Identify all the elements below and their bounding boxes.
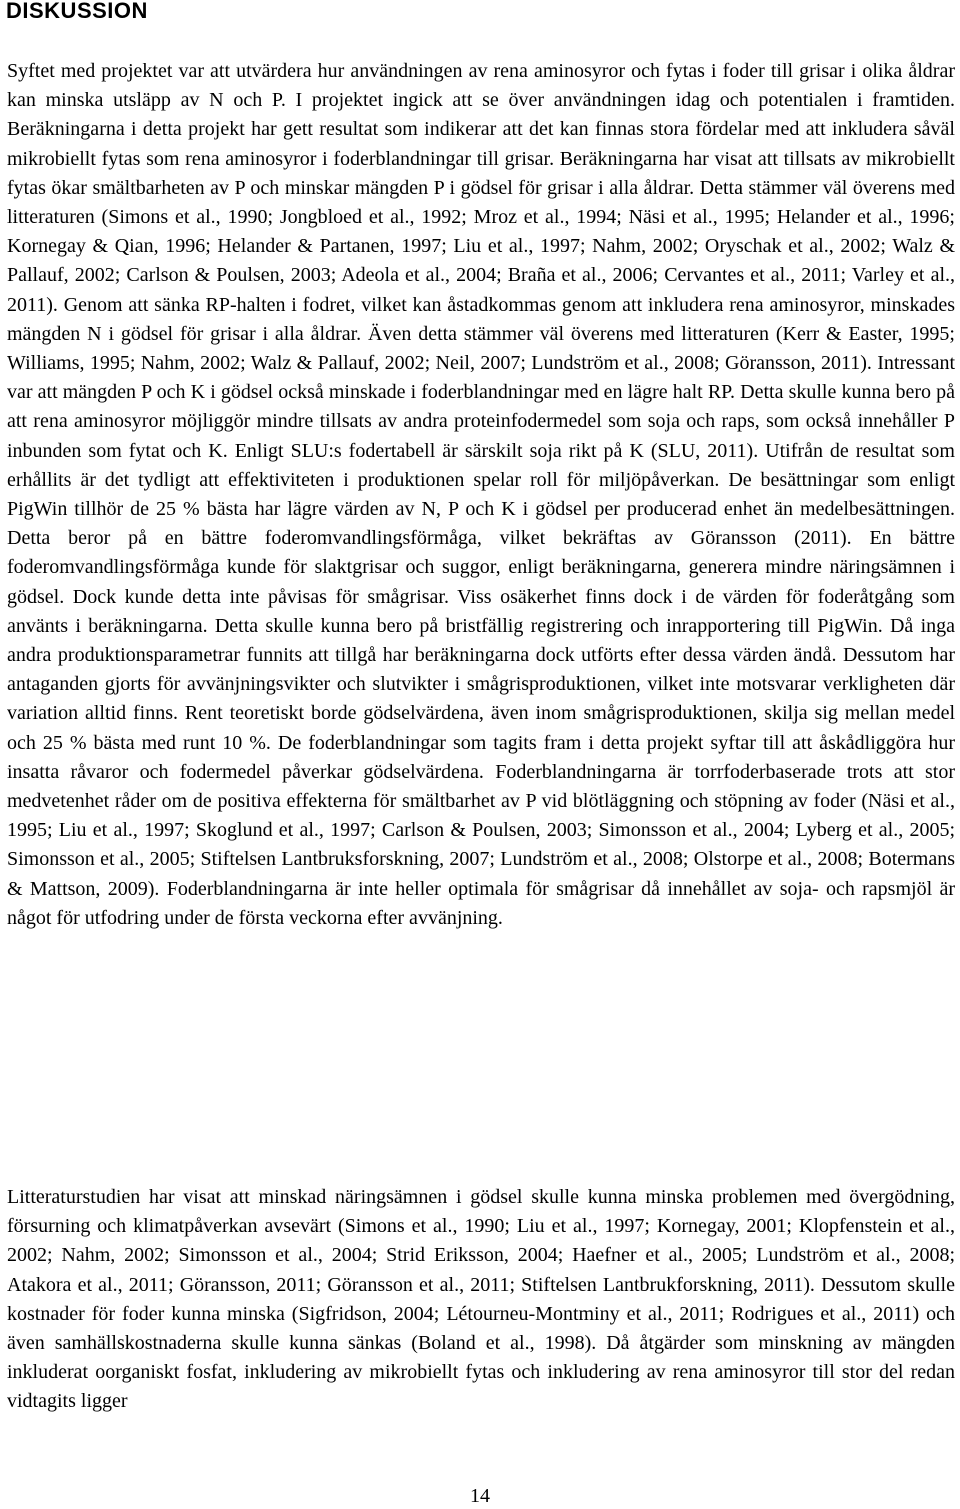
body-paragraph: Litteraturstudien har visat att minskad näringsämnen i gödsel skulle kunna minska problemen med övergödning, försurning och klimatpåverkan avsevärt (Simons et al., 1990; Liu et al., 1997; Kornegay, 2001; Klopfenstein et al., 2002; Nahm, 2002; Simonsson et al., 2004; Strid Eriksson, 2004; Haefner et al., 2005; Lundström et al., 2008; Atakora et al., 2011; Göransson, 2011; Göransson et al., 2011; Stiftelsen Lantbrukforskning, 2011). Dessutom skulle kostnader för foder kunna minska (Sigfridson, 2004; Létourneu-Montminy et al., 2011; Rodrigues et al., 2011) och även samhällskostnaderna skulle kunna sänkas (Boland et al., 1998). Då åtgärder som minskning av mängden inkluderat oorganiskt fosfat, inkludering av mikrobiellt fytas och inkludering av rena aminosyror till stor del redan vidtagits ligger: [7, 1186, 955, 1413]
page-number: 14: [470, 1485, 490, 1507]
section-heading: DISKUSSION: [6, 0, 148, 23]
body-paragraph: Syftet med projektet var att utvärdera hur användningen av rena aminosyror och fytas i foder till grisar i olika åldrar kan minska utsläpp av N och P. I projektet ingick att se över användningen idag och potentialen i framtiden. Beräkningarna i detta projekt har gett resultat som indikerar att det kan finnas stora fördelar med att inkludera såväl mikrobiellt fytas som rena aminosyror i foderblandningar till grisar. Beräkningarna har visat att tillsats av mikrobiellt fytas ökar smältbarheten av P och minskar mängden P i gödsel för grisar i alla åldrar. Detta stämmer väl överens med litteraturen (Simons et al., 1990; Jongbloed et al., 1992; Mroz et al., 1994; Näsi et al., 1995; Helander et al., 1996; Kornegay & Qian, 1996; Helander & Partanen, 1997; Liu et al., 1997; Nahm, 2002; Oryschak et al., 2002; Walz & Pallauf, 2002; Carlson & Poulsen, 2003; Adeola et al., 2004; Braña et al., 2006; Cervantes et al., 2011; Varley et al., 2011). Genom att sänka RP-halten i fodret, vilket kan åstadkommas genom att inkludera rena aminosyror, minskades mängden N i gödsel för grisar i alla åldrar. Även detta stämmer väl överens med litteraturen (Kerr & Easter, 1995; Williams, 1995; Nahm, 2002; Walz & Pallauf, 2002; Neil, 2007; Lundström et al., 2008; Göransson, 2011). Intressant var att mängden P och K i gödsel också minskade i foderblandningar med en lägre halt RP. Detta skulle kunna bero på att rena aminosyror möjliggör mindre tillsats av andra proteinfodermedel som soja och raps, som också innehåller P inbunden som fytat och K. Enligt SLU:s fodertabell är särskilt soja rikt på K (SLU, 2011). Utifrån de resultat som erhållits är det tydligt att effektiviteten i produktionen spelar roll för miljöpåverkan. De besättningar som enligt PigWin tillhör de 25 % bästa har lägre värden av N, P och K i gödsel per producerad enhet än medelbesättningen. Detta beror på en bättre foderomvandlingsförmåga, vilket bekräftas av Göransson (2011). En bättre foderomvandlingsförmåga kunde för slaktgrisar och suggor, enligt beräkningarna, generera mindre näringsämnen i gödsel. Dock kunde detta inte påvisas för smågrisar. Viss osäkerhet finns dock i de värden för foderåtgång som använts i beräkningarna. Detta skulle kunna bero på bristfällig registrering och inrapportering till PigWin. Då inga andra produktionsparametrar funnits att tillgå har beräkningarna dock utförts efter dessa värden ändå. Dessutom har antaganden gjorts för avvänjningsvikter och slutvikter i smågrisproduktionen, vilket inte motsvarar verkligheten där variation alltid finns. Rent teoretiskt borde gödselvärdena, även inom smågrisproduktionen, skilja sig mellan medel och 25 % bästa med runt 10 %. De foderblandningar som tagits fram i detta projekt syftar till att åskådliggöra hur insatta råvaror och fodermedel påverkar gödselvärdena. Foderblandningarna är torrfoderbaserade trots att stor medvetenhet råder om de positiva effekterna för smältbarhet av P vid blötläggning och stöpning av foder (Näsi et al., 1995; Liu et al., 1997; Skoglund et al., 1997; Carlson & Poulsen, 2003; Simonsson et al., 2004; Lyberg et al., 2005; Simonsson et al., 2005; Stiftelsen Lantbruksforskning, 2007; Lundström et al., 2008; Olstorpe et al., 2008; Botermans & Mattson, 2009). Foderblandningarna är inte heller optimala för smågrisar då innehållet av soja- och rapsmjöl är något för utfodring under de första veckorna efter avvänjning.: [7, 60, 955, 929]
